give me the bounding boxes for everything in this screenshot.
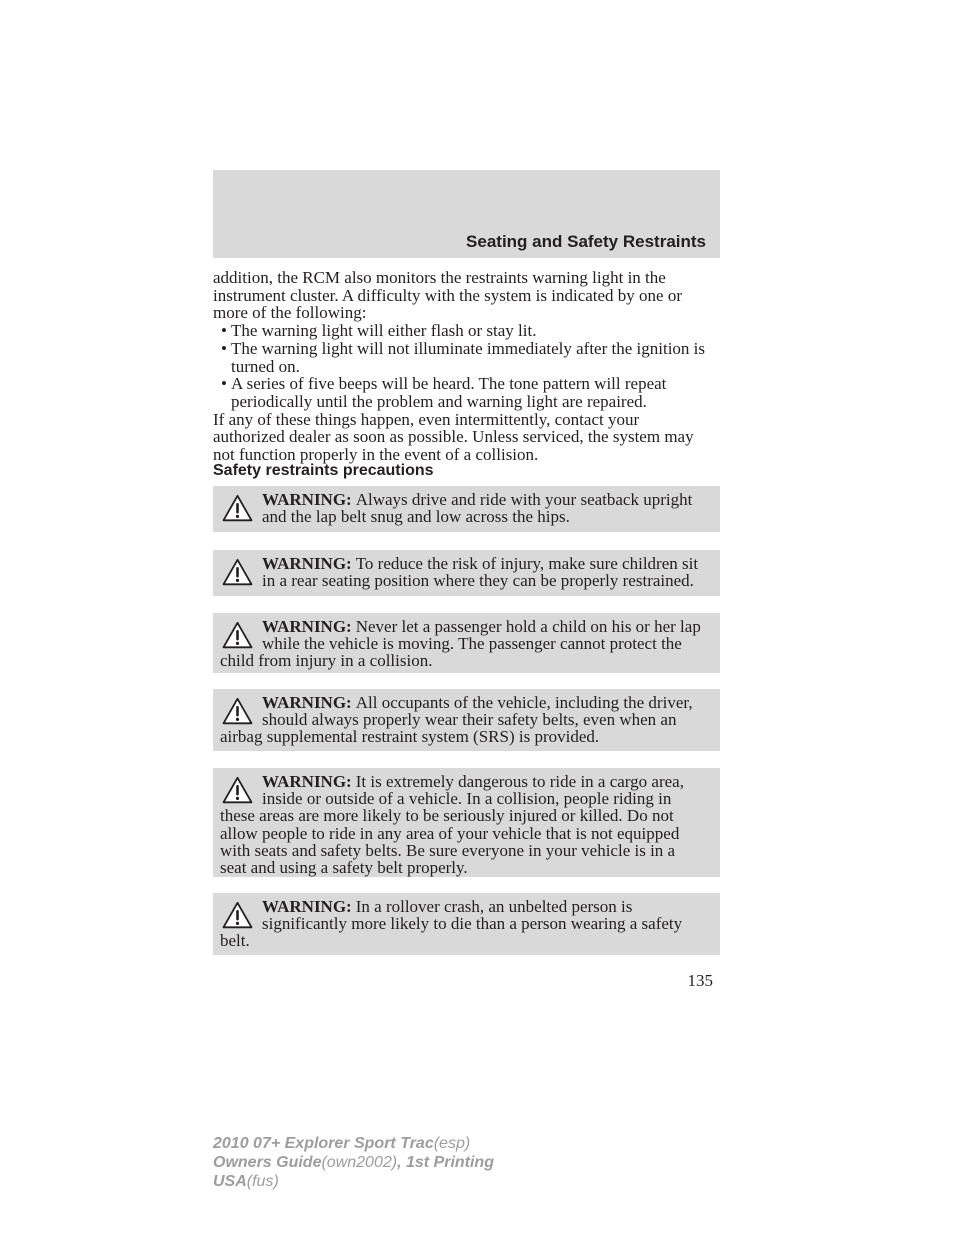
text-line: periodically until the problem and warning light are repaired. [231,391,647,411]
intro-paragraph [213,269,720,322]
warning-line: in a rear seating position where they can be properly restrained. [262,571,694,591]
warning-box [213,613,720,673]
footer-line [213,1172,494,1191]
warning-line: significantly more likely to die than a person wearing a safety [262,914,683,934]
warning-text: It is extremely dangerous to ride in a cargo area, [355,772,684,791]
text-line: not function properly in the event of a collision. [213,445,539,465]
warning-triangle-icon [222,776,253,804]
warning-line: should always properly wear their safety belts, even when an [262,710,677,730]
warning-text: Never let a passenger hold a child on his or her lap [355,617,701,636]
bullet-icon: • [221,321,227,341]
warning-line: these areas are more likely to be seriously injured or killed. Do not [220,806,674,826]
warning-line [213,618,720,635]
text-line: instrument cluster. A difficulty with the system is indicated by one or [213,285,683,305]
footer-market: USA [213,1173,247,1190]
warning-line: with seats and safety belts. Be sure everyone in your vehicle is in a [220,840,676,860]
warning-text: In a rollover crash, an unbelted person is [355,897,633,916]
footer-printing: , 1st Printing [397,1154,494,1171]
warning-line: inside or outside of a vehicle. In a collision, people riding in [262,789,672,809]
list-item [213,375,720,410]
warning-label: WARNING: [262,693,352,712]
footer-code: (esp) [433,1135,471,1152]
warning-line [213,898,720,915]
text-line: The warning light will not illuminate immediately after the ignition is [231,338,706,358]
text-line: A series of five beeps will be heard. The tone pattern will repeat [231,374,667,394]
warning-line [213,773,720,790]
warning-line [213,491,720,508]
section-title: Seating and Safety Restraints [466,232,706,251]
footer-code: (own2002) [321,1154,398,1171]
warning-label: WARNING: [262,617,352,636]
body-text [213,269,720,478]
warning-line: and the lap belt snug and low across the hips. [262,507,570,527]
print-footer [213,1134,494,1191]
warning-label: WARNING: [262,772,352,791]
warning-line: seat and using a safety belt properly. [220,858,468,878]
warning-triangle-icon [222,901,253,929]
bullet-icon: • [221,338,227,358]
text-line: If any of these things happen, even intermittently, contact your [213,409,640,429]
list-item [213,340,720,375]
warning-triangle-icon [222,558,253,586]
warning-box [213,768,720,877]
warning-box [213,893,720,955]
warning-text: Always drive and ride with your seatback upright [355,490,693,509]
footer-model: 2010 07+ Explorer Sport Trac [213,1135,434,1152]
warning-box [213,550,720,596]
warning-line [213,694,720,711]
text-line: addition, the RCM also monitors the restraints warning light in the [213,268,666,287]
warning-label: WARNING: [262,490,352,509]
warning-line: while the vehicle is moving. The passenger cannot protect the [262,634,682,654]
list-item [213,322,720,340]
warning-label: WARNING: [262,554,352,573]
warning-box [213,486,720,532]
warning-triangle-icon [222,621,253,649]
warning-triangle-icon [222,697,253,725]
followup-paragraph [213,411,720,464]
section-heading: Safety restraints precautions [213,461,434,479]
text-line: The warning light will either flash or stay lit. [231,321,537,341]
bullet-list [213,322,720,411]
footer-doc-title: Owners Guide [213,1154,322,1171]
warning-text: All occupants of the vehicle, including the driver, [355,693,693,712]
text-line: turned on. [231,356,300,376]
warning-line [213,555,720,572]
text-line: authorized dealer as soon as possible. Unless serviced, the system may [213,427,694,447]
warning-text: To reduce the risk of injury, make sure children sit [355,554,699,573]
warning-label: WARNING: [262,897,352,916]
warning-line: child from injury in a collision. [220,651,433,671]
warning-line: allow people to ride in any area of your vehicle that is not equipped [220,823,680,843]
warning-line: belt. [220,931,250,951]
warning-box [213,689,720,751]
warning-line: airbag supplemental restraint system (SRS) is provided. [220,727,600,747]
footer-code: (fus) [246,1173,279,1190]
bullet-icon: • [221,374,227,394]
page-number: 135 [687,971,713,990]
section-header-band [213,170,720,258]
footer-line [213,1153,494,1172]
text-line: more of the following: [213,303,367,323]
footer-line [213,1134,494,1153]
warning-triangle-icon [222,494,253,522]
